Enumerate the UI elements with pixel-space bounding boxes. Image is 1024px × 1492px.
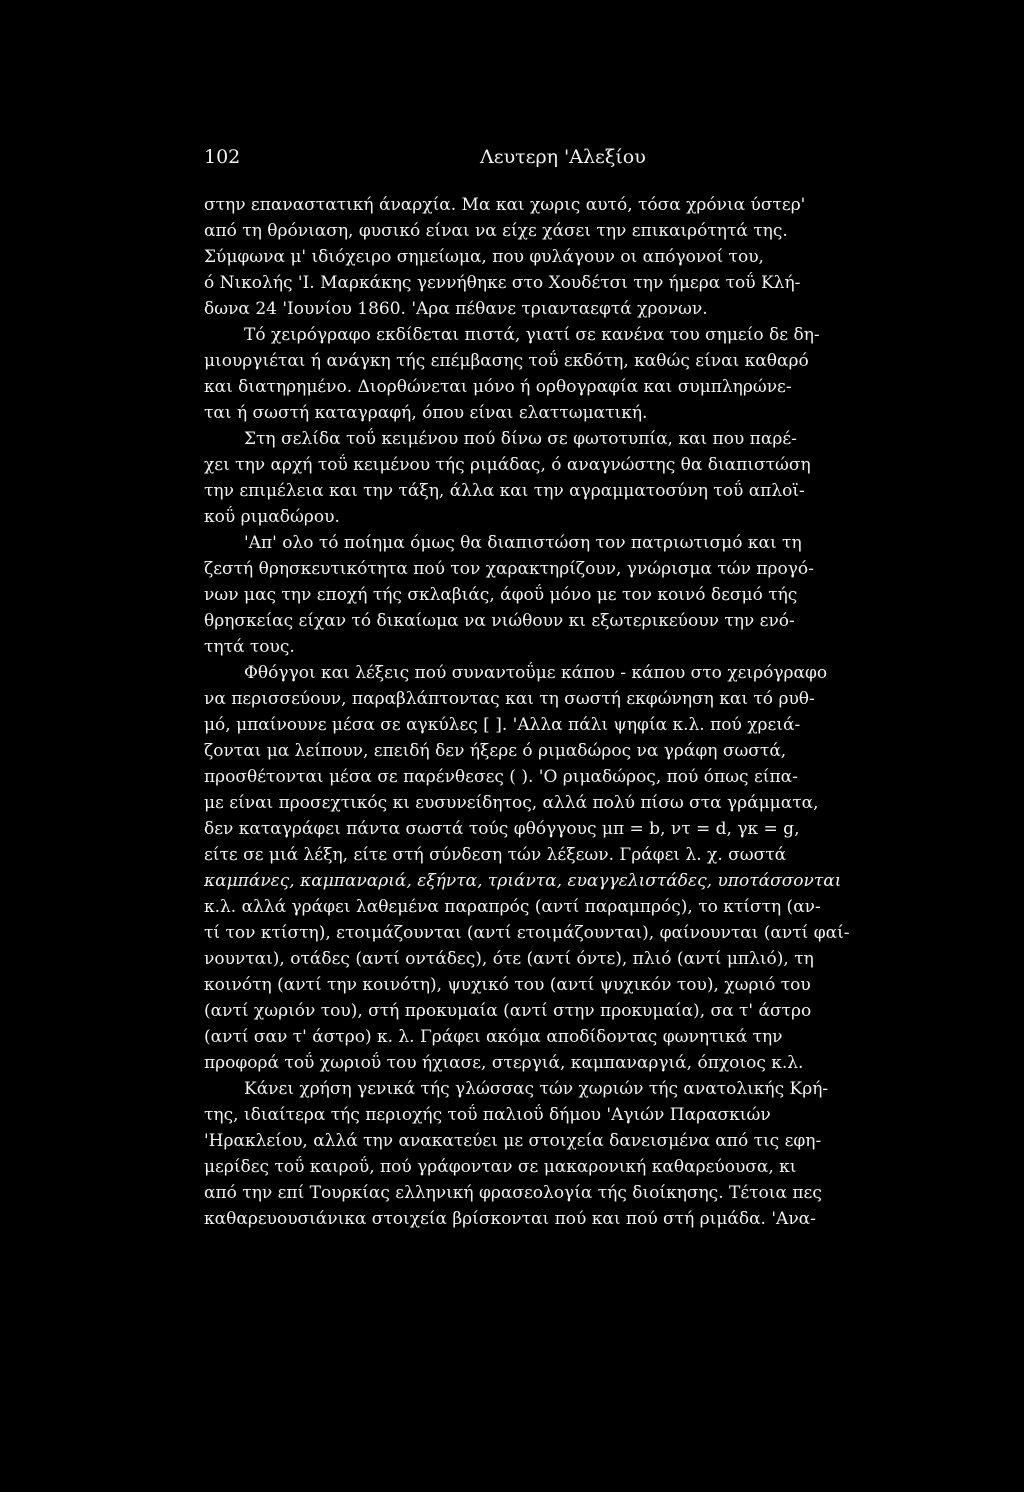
text-line-18: τητά τους. bbox=[204, 637, 295, 657]
text-line-10: Στη σελίδα τοΰ κειμένου πού δίνω σε φωτοτυπία, και που παρέ- bbox=[244, 429, 797, 449]
text-line-36: της, ιδιαίτερα τής περιοχής τοΰ παλιοΰ δήμου 'Αγιών Παρασκιών bbox=[204, 1105, 771, 1125]
text-line-27: καμπάνες, καμπαναριά, εξήντα, τριάντα, ευαγγελιστάδες, υποτάσσονται bbox=[204, 871, 842, 891]
text-line-14: 'Απ' ολο τό ποίημα όμως θα διαπιστώση τον πατριωτισμό και τη bbox=[244, 533, 802, 553]
text-line-1: στην επαναστατική άναρχία. Μα και χωρις αυτό, τόσα χρόνια ύστερ' bbox=[204, 195, 806, 215]
text-line-31: κοινότη (αντί την κοινότη), ψυχικό του (αντί ψυχικόν του), χωριό του bbox=[204, 975, 811, 995]
text-line-17: θρησκείας είχαν τό δικαίωμα να νιώθουν κι εξωτερικεύουν την ενό- bbox=[204, 611, 795, 631]
text-line-23: προσθέτονται μέσα σε παρένθεσες ( ). 'Ο ριμαδώρος, πού όπως είπα- bbox=[204, 767, 798, 787]
text-line-13: κοΰ ριμαδώρου. bbox=[204, 507, 340, 527]
text-line-32: (αντί χωριόν του), στή προκυμαία (αντί στην προκυμαία), σα τ' άστρο bbox=[204, 1001, 812, 1021]
text-line-16: νων μας την εποχή τής σκλαβιάς, άφοΰ μόνο με τον κοινό δεσμό τής bbox=[204, 585, 798, 605]
text-line-39: από την επί Τουρκίας ελληνική φρασεολογία τής διοίκησης. Τέτοια πες bbox=[204, 1183, 822, 1203]
text-line-5: δωνα 24 'Ιουνίου 1860. 'Αρα πέθανε τριανταεφτά χρονων. bbox=[204, 299, 708, 319]
text-line-6: Τό χειρόγραφο εκδίδεται πιστά, γιατί σε κανένα του σημείο δε δη- bbox=[244, 325, 820, 345]
text-line-19: Φθόγγοι και λέξεις πού συναντοΰμε κάπου - κάπου στο χειρόγραφο bbox=[244, 663, 828, 683]
text-line-34: προφορά τοΰ χωριοΰ του ήχιασε, στεργιά, καμπαναργιά, όπχοιος κ.λ. bbox=[204, 1053, 804, 1073]
text-line-9: ται ή σωστή καταγραφή, όπου είναι ελαττωματική. bbox=[204, 403, 648, 423]
text-line-24: με είναι προσεχτικός κι ευσυνείδητος, αλλά πολύ πίσω στα γράμματα, bbox=[204, 793, 819, 813]
text-line-33: (αντί σαν τ' άστρο) κ. λ. Γράφει ακόμα αποδίδοντας φωνητικά την bbox=[204, 1027, 783, 1047]
text-line-2: από τη θρόνιαση, φυσικό είναι να είχε χάσει την επικαιρότητά της. bbox=[204, 221, 788, 241]
text-line-3: Σύμφωνα μ' ιδιόχειρο σημείωμα, που φυλάγουν οι απόγονοί του, bbox=[204, 247, 764, 267]
text-line-29: τί τον κτίστη), ετοιμάζουνται (αντί ετοιμάζουνται), φαίνουνται (αντί φαί- bbox=[204, 923, 850, 943]
text-line-40: καθαρευουσιάνικα στοιχεία βρίσκονται πού και πού στή ριμάδα. 'Ανα- bbox=[204, 1209, 816, 1229]
text-line-7: μιουργιέται ή ανάγκη τής επέμβασης τοΰ εκδότη, καθώς είναι καθαρό bbox=[204, 351, 809, 371]
text-line-25: δεν καταγράφει πάντα σωστά τούς φθόγγους μπ = b, ντ = d, γκ = g, bbox=[204, 819, 800, 839]
text-line-26: είτε σε μιά λέξη, είτε στή σύνδεση τών λέξεων. Γράφει λ. χ. σωστά bbox=[204, 845, 787, 865]
text-line-38: μερίδες τοΰ καιροΰ, πού γράφονταν σε μακαρονική καθαρεύουσα, κι bbox=[204, 1157, 797, 1177]
text-line-35: Κάνει χρήση γενικά τής γλώσσας τών χωριών τής ανατολικής Κρή- bbox=[244, 1079, 829, 1099]
text-line-20: να περισσεύουν, παραβλάπτοντας και τη σωστή εκφώνηση και τό ρυθ- bbox=[204, 689, 815, 709]
text-line-30: νουνται), οτάδες (αντί οντάδες), ότε (αντί όντε), πλιό (αντί μπλιό), τη bbox=[204, 949, 814, 969]
text-line-22: ζονται μα λείπουν, επειδή δεν ήξερε ό ριμαδώρος να γράφη σωστά, bbox=[204, 741, 787, 761]
page-header bbox=[204, 142, 874, 172]
text-line-37: 'Ηρακλείου, αλλά την ανακατεύει με στοιχεία δανεισμένα από τις εφη- bbox=[204, 1131, 822, 1151]
text-line-4: ό Νικολής 'Ι. Μαρκάκης γεννήθηκε στο Χουδέτσι την ήμερα τοΰ Κλή- bbox=[204, 273, 801, 293]
text-line-8: και διατηρημένο. Διορθώνεται μόνο ή ορθογραφία και συμπληρώνε- bbox=[204, 377, 792, 397]
page-number: 102 bbox=[204, 146, 241, 168]
text-line-28: κ.λ. αλλά γράφει λαθεμένα παραπρός (αντί παραμπρός), το κτίστη (αν- bbox=[204, 897, 821, 917]
text-line-15: ζεστή θρησκευτικότητα πού τον χαρακτηρίζουν, γνώρισμα τών προγό- bbox=[204, 559, 814, 579]
text-line-21: μό, μπαίνουνε μέσα σε αγκύλες [ ]. 'Αλλα πάλι ψηφία κ.λ. πού χρειά- bbox=[204, 715, 801, 735]
text-line-12: την επιμέλεια και την τάξη, άλλα και την αγραμματοσύνη τοΰ απλοϊ- bbox=[204, 481, 805, 501]
text-line-11: χει την αρχή τοΰ κειμένου τής ριμάδας, ό αναγνώστης θα διαπιστώση bbox=[204, 455, 811, 475]
running-title: Λευτερη 'Αλεξίου bbox=[480, 146, 646, 168]
